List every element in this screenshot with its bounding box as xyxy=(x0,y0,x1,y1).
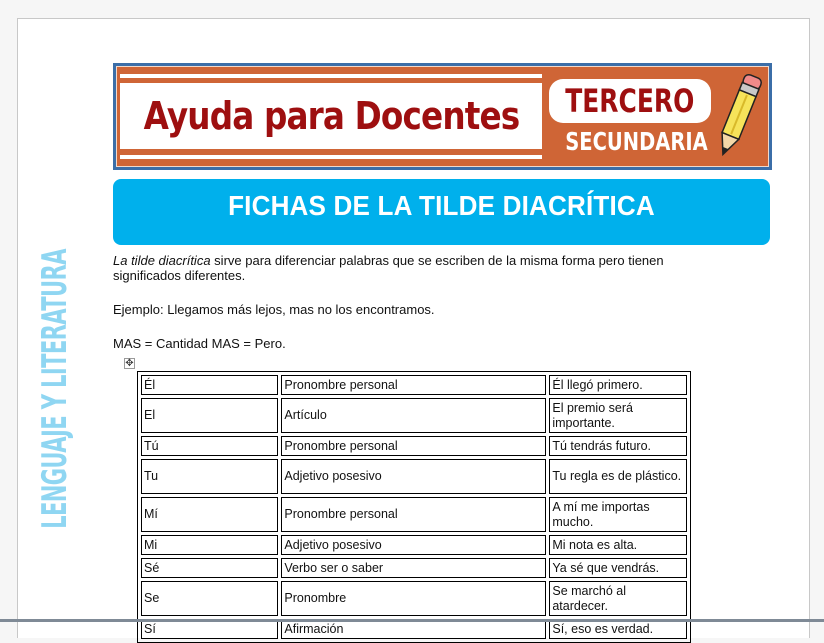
definition-paragraph xyxy=(113,253,703,283)
table-row xyxy=(141,535,687,555)
banner-title-panel xyxy=(120,83,542,149)
example-cell[interactable]: El premio será importante. xyxy=(549,398,687,433)
category-cell[interactable]: Adjetivo posesivo xyxy=(281,459,546,494)
example-cell[interactable]: Se marchó al atardecer. xyxy=(549,581,687,616)
pencil-icon xyxy=(707,69,767,165)
tilde-table xyxy=(137,371,691,643)
definition-body: sirve para diferenciar palabras que se escriben de la misma forma pero tienen significados diferentes. xyxy=(113,253,664,283)
grade-badge xyxy=(549,79,711,123)
equivalence-paragraph: MAS = Cantidad MAS = Pero. xyxy=(113,336,286,351)
word-cell[interactable]: Él xyxy=(141,375,278,395)
category-cell[interactable]: Verbo ser o saber xyxy=(281,558,546,578)
header-banner xyxy=(113,63,772,170)
grade-badge-text: TERCERO xyxy=(565,82,695,120)
definition-term: La tilde diacrítica xyxy=(113,253,211,268)
banner-inner xyxy=(116,66,769,167)
example-cell[interactable]: Sí, eso es verdad. xyxy=(549,619,687,639)
word-cell[interactable]: El xyxy=(141,398,278,433)
category-cell[interactable]: Pronombre personal xyxy=(281,436,546,456)
table-row xyxy=(141,459,687,494)
category-cell[interactable]: Adjetivo posesivo xyxy=(281,535,546,555)
level-label: SECUNDARIA xyxy=(565,127,708,156)
example-paragraph: Ejemplo: Llegamos más lejos, mas no los encontramos. xyxy=(113,302,435,317)
banner-stripe xyxy=(120,155,542,159)
table-row xyxy=(141,619,687,639)
table-row xyxy=(141,375,687,395)
table-row xyxy=(141,581,687,616)
word-cell[interactable]: Tú xyxy=(141,436,278,456)
category-cell[interactable]: Pronombre personal xyxy=(281,497,546,532)
page-title: FICHAS DE LA TILDE DIACRÍTICA xyxy=(228,190,655,221)
category-cell[interactable]: Pronombre personal xyxy=(281,375,546,395)
title-bar xyxy=(113,179,770,245)
subject-side-label xyxy=(35,163,75,614)
table-row xyxy=(141,398,687,433)
word-cell[interactable]: Mi xyxy=(141,535,278,555)
example-cell[interactable]: A mí me importas mucho. xyxy=(549,497,687,532)
example-cell[interactable]: Mi nota es alta. xyxy=(549,535,687,555)
table-move-handle-icon[interactable]: ✥ xyxy=(125,358,134,369)
example-cell[interactable]: Tú tendrás futuro. xyxy=(549,436,687,456)
table-row xyxy=(141,497,687,532)
example-cell[interactable]: Ya sé que vendrás. xyxy=(549,558,687,578)
banner-stripe xyxy=(120,74,542,78)
table-row xyxy=(141,436,687,456)
word-cell[interactable]: Mí xyxy=(141,497,278,532)
word-cell[interactable]: Tu xyxy=(141,459,278,494)
table-row xyxy=(141,558,687,578)
subject-side-label-text: LENGUAJE Y LITERATURA xyxy=(35,249,75,529)
example-cell[interactable]: Tu regla es de plástico. xyxy=(549,459,687,494)
intro-text xyxy=(113,253,703,351)
category-cell[interactable]: Pronombre xyxy=(281,581,546,616)
example-cell[interactable]: Él llegó primero. xyxy=(549,375,687,395)
category-cell[interactable]: Artículo xyxy=(281,398,546,433)
category-cell[interactable]: Afirmación xyxy=(281,619,546,639)
word-cell[interactable]: Se xyxy=(141,581,278,616)
word-cell[interactable]: Sí xyxy=(141,619,278,639)
banner-title: Ayuda para Docentes xyxy=(143,94,519,138)
word-cell[interactable]: Sé xyxy=(141,558,278,578)
